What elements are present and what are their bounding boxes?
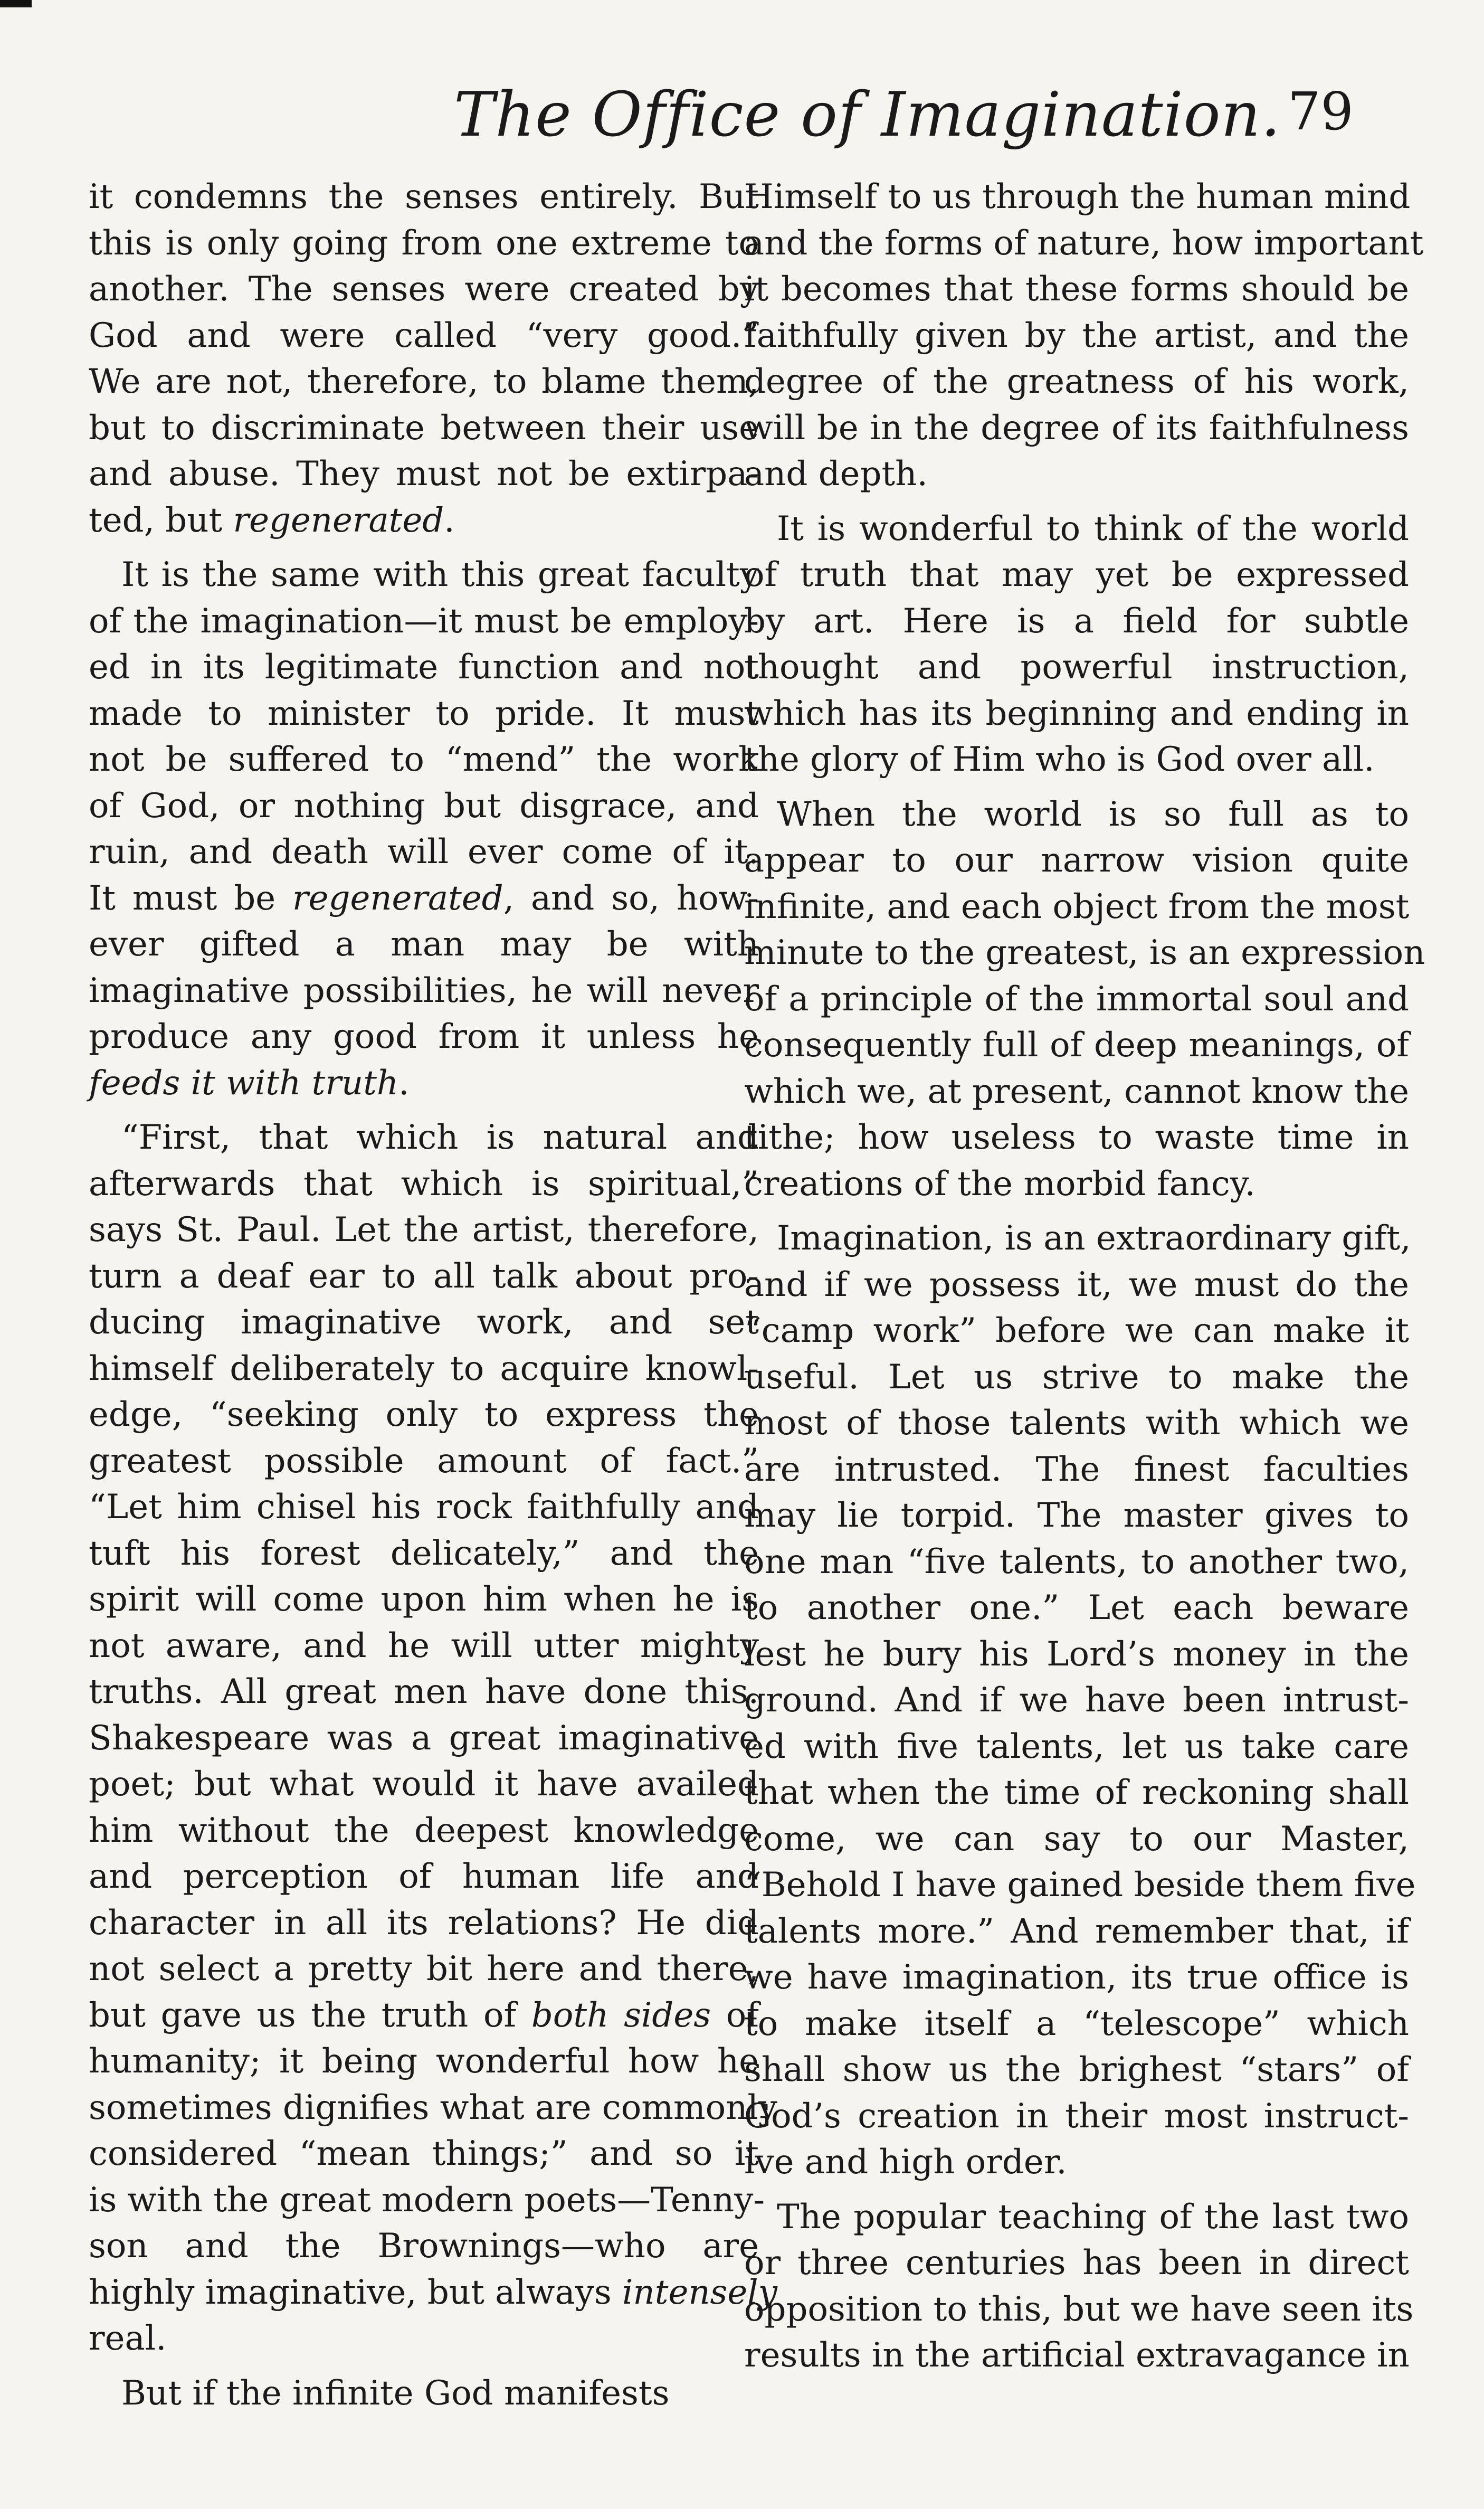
text-line: opposition to this, but we have seen its	[744, 2289, 1414, 2329]
paragraph	[89, 552, 759, 1106]
text-line: tuft his forest delicately,” and the	[89, 1533, 759, 1573]
text-line: may lie torpid. The master gives to	[744, 1496, 1409, 1535]
text-line: character in all its relations? He did	[89, 1903, 759, 1943]
text-line: faithfully given by the artist, and the	[744, 316, 1409, 355]
text-line: son and the Brownings—who are	[89, 2227, 759, 2266]
text-line: made to minister to pride. It must	[89, 694, 759, 733]
text-line: will be in the degree of its faithfulness	[744, 408, 1409, 448]
text-line: of God, or nothing but disgrace, and	[89, 786, 759, 826]
text-line: him without the deepest knowledge	[89, 1811, 759, 1850]
paragraph	[744, 506, 1409, 783]
text-line: Imagination, is an extraordinary gift,	[777, 1219, 1411, 1258]
text-line: afterwards that which is spiritual,”	[89, 1164, 759, 1204]
text-line: not aware, and he will utter mighty	[89, 1626, 759, 1665]
text-line: ted, but regenerated.	[89, 500, 455, 540]
text-line: ed with five talents, let us take care	[744, 1727, 1409, 1766]
text-line: feeds it with truth.	[89, 1063, 410, 1103]
text-line: this is only going from one extreme to	[89, 223, 759, 263]
text-line: It is the same with this great faculty	[121, 555, 759, 594]
text-line: thought and powerful instruction,	[744, 648, 1409, 687]
text-line: When the world is so full as to	[777, 794, 1409, 834]
text-line: but gave us the truth of both sides of	[89, 1995, 759, 2035]
text-line: ever gifted a man may be with	[89, 925, 759, 964]
text-line: produce any good from it unless he	[89, 1017, 759, 1056]
text-line: but to discriminate between their use	[89, 408, 759, 448]
text-line: ruin, and death will ever come of it.	[89, 832, 759, 872]
text-line: another. The senses were created by	[89, 270, 759, 309]
text-line: one man “five talents, to another two,	[744, 1542, 1409, 1582]
text-line: ducing imaginative work, and set	[89, 1303, 759, 1342]
text-line: ground. And if we have been intrust-	[744, 1681, 1409, 1720]
text-line: real.	[89, 2319, 167, 2358]
text-line: it becomes that these forms should be	[744, 270, 1409, 309]
text-line: and if we possess it, we must do the	[744, 1265, 1409, 1304]
text-line: and abuse. They must not be extirpa-	[89, 455, 759, 494]
text-line: degree of the greatness of his work,	[744, 362, 1409, 401]
text-line: God and were called “very good.”	[89, 316, 759, 355]
text-line: tithe; how useless to waste time in	[744, 1118, 1409, 1157]
paragraph	[89, 174, 759, 544]
text-line: results in the artificial extravagance in	[744, 2336, 1410, 2375]
text-line: ed in its legitimate function and not	[89, 648, 759, 687]
text-line: edge, “seeking only to express the	[89, 1395, 759, 1434]
text-line: most of those talents with which we	[744, 1404, 1409, 1443]
text-line: consequently full of deep meanings, of	[744, 1026, 1409, 1065]
text-line: to another one.” Let each beware	[744, 1588, 1409, 1627]
text-line: ive and high order.	[744, 2143, 1067, 2182]
text-line: by art. Here is a field for subtle	[744, 601, 1409, 641]
text-line: turn a deaf ear to all talk about pro-	[89, 1256, 759, 1296]
page-number: 79	[1288, 82, 1354, 142]
text-line: appear to our narrow vision quite	[744, 841, 1409, 880]
paragraph	[744, 792, 1425, 1208]
text-line: “camp work” before we can make it	[744, 1311, 1409, 1350]
text-line: and the forms of nature, how important	[744, 223, 1424, 263]
text-line: But if the infinite God manifests	[121, 2373, 670, 2413]
text-line: lest he bury his Lord’s money in the	[744, 1634, 1409, 1674]
running-title: The Office of Imagination.	[454, 79, 1281, 150]
paragraph	[744, 1216, 1416, 2186]
text-line: which has its beginning and ending in	[744, 694, 1409, 733]
text-line: creations of the morbid fancy.	[744, 1164, 1255, 1204]
text-line: is with the great modern poets—Tenny-	[89, 2180, 765, 2220]
text-line: Shakespeare was a great imaginative	[89, 1718, 759, 1758]
text-line: It is wonderful to think of the world	[777, 509, 1409, 548]
text-line: and depth.	[744, 455, 928, 494]
text-line: humanity; it being wonderful how he	[89, 2042, 759, 2081]
text-line: not select a pretty bit here and there,	[89, 1949, 759, 1989]
paragraph	[89, 2371, 759, 2417]
text-line: or three centuries has been in direct	[744, 2243, 1409, 2283]
text-line: of truth that may yet be expressed	[744, 555, 1409, 594]
text-line: considered “mean things;” and so it	[89, 2134, 759, 2173]
text-line: it condemns the senses entirely. But	[89, 177, 759, 216]
text-line: God’s creation in their most instruct-	[744, 2096, 1409, 2136]
text-line: to make itself a “telescope” which	[744, 2004, 1409, 2043]
paragraph	[744, 174, 1424, 498]
text-line: infinite, and each object from the most	[744, 887, 1410, 926]
text-line: We are not, therefore, to blame them,	[89, 362, 759, 401]
text-line: spirit will come upon him when he is	[89, 1580, 759, 1619]
text-line: that when the time of reckoning shall	[744, 1773, 1409, 1812]
text-line: of a principle of the immortal soul and	[744, 979, 1409, 1019]
text-line: and perception of human life and	[89, 1857, 759, 1896]
text-line: It must be regenerated, and so, how-	[89, 878, 759, 918]
left-column	[89, 174, 778, 2425]
text-line: we have imagination, its true office is	[744, 1958, 1409, 1997]
text-line: minute to the greatest, is an expression	[744, 933, 1425, 972]
text-line: the glory of Him who is God over all.	[744, 740, 1375, 779]
paragraph	[744, 2194, 1414, 2379]
text-line: talents more.” And remember that, if	[744, 1911, 1409, 1951]
text-line: himself deliberately to acquire knowl-	[89, 1349, 759, 1388]
scan-corner-mark	[0, 0, 32, 7]
text-line: shall show us the brighest “stars” of	[744, 2050, 1409, 2089]
text-line: “Behold I have gained beside them five	[744, 1866, 1416, 1905]
text-line: highly imaginative, but always intensely	[89, 2273, 777, 2312]
text-line: come, we can say to our Master,	[744, 1819, 1409, 1859]
text-line: imaginative possibilities, he will never	[89, 971, 759, 1010]
text-line: are intrusted. The finest faculties	[744, 1450, 1409, 1489]
paragraph	[89, 1115, 778, 2362]
text-line: truths. All great men have done this.	[89, 1672, 759, 1711]
text-line: “Let him chisel his rock faithfully and	[89, 1488, 759, 1527]
text-line: Himself to us through the human mind	[744, 177, 1411, 216]
text-line: which we, at present, cannot know the	[744, 1072, 1409, 1111]
text-line: of the imagination—it must be employ-	[89, 601, 759, 641]
text-line: The popular teaching of the last two	[777, 2197, 1409, 2237]
right-column	[744, 174, 1425, 2388]
text-line: poet; but what would it have availed	[89, 1765, 759, 1804]
text-line: not be suffered to “mend” the work	[89, 740, 759, 779]
text-line: “First, that which is natural and	[121, 1118, 759, 1157]
text-line: useful. Let us strive to make the	[744, 1357, 1409, 1397]
text-line: greatest possible amount of fact.”	[89, 1441, 759, 1481]
text-line: says St. Paul. Let the artist, therefore,	[89, 1210, 759, 1249]
text-line: sometimes dignifies what are commonly	[89, 2088, 778, 2127]
